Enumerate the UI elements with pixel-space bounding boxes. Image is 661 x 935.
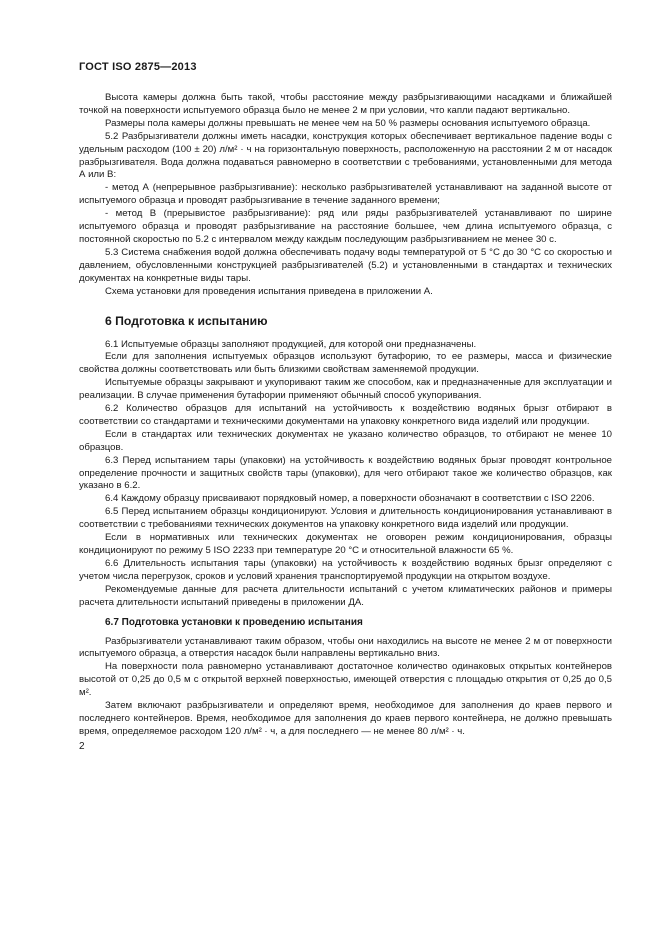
subsection-heading: 6.7 Подготовка установки к проведению испытания — [105, 616, 363, 628]
paragraph: Испытуемые образцы закрывают и укупоривают таким же способом, как и предназначенные для эксплуатации и реализации. В случае применения бутафории применяют обычный способ укупоривания. — [79, 377, 612, 402]
paragraph: Размеры пола камеры должны превышать не менее чем на 50 % размеры основания испытуемого образца. — [105, 117, 591, 129]
section-heading: 6 Подготовка к испытанию — [105, 313, 268, 328]
document-header: ГОСТ ISO 2875—2013 — [79, 61, 197, 73]
paragraph: 5.3 Система снабжения водой должна обеспечивать подачу воды температурой от 5 °С до 30 °С со скоростью и давлением, обусловленными конструкцией разбрызгивателей (5.2) и установленными в стандартах и технических документах на конкретные виды тары. — [79, 246, 612, 284]
paragraph: 6.6 Длительность испытания тары (упаковки) на устойчивость к воздействию водяных брызг определяют с учетом числа перегрузок, сроков и условий хранения транспортируемой продукции на открытом воздухе. — [79, 557, 612, 582]
paragraph: Если для заполнения испытуемых образцов используют бутафорию, то ее размеры, масса и физические свойства должны соответствовать или быть близкими свойствам заменяемой продукции. — [79, 351, 612, 376]
document-body — [79, 92, 612, 739]
paragraph: Высота камеры должна быть такой, чтобы расстояние между разбрызгивающими насадками и ближайшей точкой на поверхности испытуемого образца было не менее 2 м при условии, что капли падают вертикально. — [79, 92, 612, 116]
list-item-method-b: - метод В (прерывистое разбрызгивание): ряд или ряды разбрызгивателей устанавливают по ширине испытуемого образца и проводят разбрызгивание на расстояние большее, чем длина испытуемого образца, с постоянной скоростью по 5.2 с интервалом между каждым последующим разбрызгиванием не менее 30 с. — [79, 208, 612, 245]
page-number: 2 — [79, 741, 85, 752]
paragraph: 6.4 Каждому образцу присваивают порядковый номер, а поверхности обозначают в соответствии с ISO 2206. — [105, 493, 595, 505]
paragraph: 6.5 Перед испытанием образцы кондиционируют. Условия и длительность кондиционирования устанавливают в соответствии с требованиями технических документов на упаковку конкретного вида изделий или продукции. — [79, 506, 612, 531]
paragraph: Разбрызгиватели устанавливают таким образом, чтобы они находились на высоте не менее 2 м от поверхности испытуемого образца, а отверстия насадок были направлены вертикально вниз. — [79, 635, 612, 660]
paragraph: Если в нормативных или технических документах не оговорен режим кондиционирования, образцы кондиционируют по режиму 5 ISO 2233 при температуре 20 °С и относительной влажности 65 %. — [79, 532, 612, 556]
paragraph: 6.3 Перед испытанием тары (упаковки) на устойчивость к воздействию водяных брызг проводят контрольное определение прочности и защитных свойств тары (упаковки), для чего отбирают такое же количество образцов, как указано в 6.2. — [79, 454, 612, 492]
paragraph: Если в стандартах или технических документах не указано количество образцов, то отбирают не менее 10 образцов. — [79, 428, 612, 453]
paragraph: 6.1 Испытуемые образцы заполняют продукцией, для которой они предназначены. — [105, 338, 477, 350]
paragraph: 6.2 Количество образцов для испытаний на устойчивость к воздействию водяных брызг отбирают в соответствии со стандартами и техническими документами на упаковку конкретного вида изделий или продукции. — [79, 403, 612, 427]
paragraph: На поверхности пола равномерно устанавливают достаточное количество одинаковых открытых контейнеров высотой от 0,25 до 0,5 м с открытой верхней поверхностью, имеющей отверстия с площадью открытия от 0,25 до 0,5 м². — [79, 661, 612, 699]
list-item-method-a: - метод А (непрерывное разбрызгивание): несколько разбрызгивателей устанавливают на заданной высоте от испытуемого образца и проводят разбрызгивание в течение заданного времени; — [79, 182, 612, 207]
paragraph: Схема установки для проведения испытания приведена в приложении А. — [105, 285, 433, 297]
paragraph: Рекомендуемые данные для расчета длительности испытаний с учетом климатических районов и примеры расчета длительности испытаний приведены в приложении ДА. — [79, 583, 612, 608]
paragraph: Затем включают разбрызгиватели и определяют время, необходимое для заполнения до краев первого и последнего контейнеров. Время, необходимое для заполнения до краев первого контейнера, не должно превышать время, определяемое расходом 120 л/м² · ч, а для последнего — не менее 80 л/м² · ч. — [79, 700, 612, 737]
paragraph: 5.2 Разбрызгиватели должны иметь насадки, конструкция которых обеспечивает вертикальное падение воды с удельным расходом (100 ± 20) л/м² · ч на горизонтальную поверхность, расположенную на расстоянии 2 м от насадок разбрызгивателя. Вода должна подаваться равномерно в соответствии с требованиями, установленными для метода А или В: — [79, 130, 612, 181]
